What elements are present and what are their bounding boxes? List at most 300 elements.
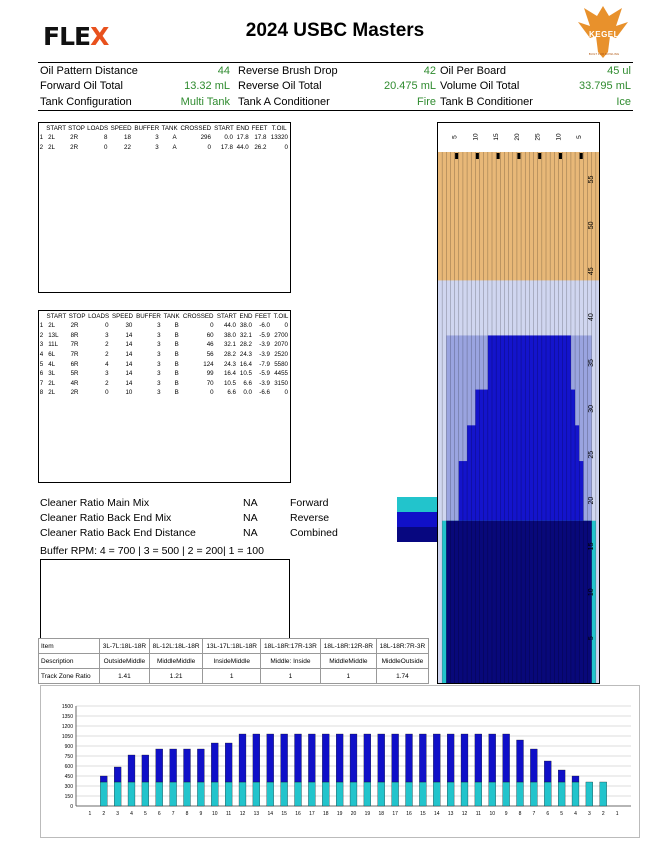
table-cell: 5580	[274, 360, 288, 368]
distance-label: 50	[588, 221, 595, 230]
summary-value: Fire	[417, 95, 436, 108]
table-row	[39, 379, 290, 389]
forward-bar	[558, 782, 565, 806]
reverse-bar	[156, 749, 163, 782]
table-cell: 99	[206, 370, 214, 378]
forward-bar	[530, 782, 537, 806]
summary-label: Reverse Brush Drop	[238, 64, 338, 77]
summary-label: Tank A Conditioner	[238, 95, 330, 108]
table-cell: 3	[105, 370, 109, 378]
ratio-cell: 1.41	[100, 669, 150, 684]
table-cell: 2700	[274, 331, 288, 339]
table-cell: 0.0	[224, 134, 233, 142]
distance-label: 15	[588, 542, 595, 551]
column-header: SPEED	[110, 125, 132, 132]
summary-cell	[236, 65, 438, 77]
forward-bar	[295, 782, 302, 806]
summary-value: 42	[423, 64, 436, 77]
table-cell: 26.2	[254, 143, 267, 151]
table-cell: 14	[125, 331, 133, 339]
table-cell: 17.8	[220, 143, 233, 151]
track-zone-ratio-table	[38, 638, 429, 684]
arrow-mark	[476, 153, 479, 159]
table-cell: -3.9	[259, 379, 270, 387]
table-cell: 28.2	[223, 351, 236, 359]
board-label: 10	[555, 133, 563, 141]
forward-bar	[433, 782, 440, 806]
table-cell: 0	[284, 322, 288, 330]
forward-bar	[156, 782, 163, 806]
table-cell: 3	[157, 322, 161, 330]
x-tick-label: 9	[504, 811, 508, 817]
x-tick-label: 3	[587, 811, 591, 817]
lane-oil-graph	[437, 122, 600, 684]
table-cell: -3.9	[259, 341, 270, 349]
ratio-cell: InsideMiddle	[203, 654, 261, 669]
reverse-bar	[267, 734, 274, 782]
column-header: T.OIL	[273, 313, 289, 320]
table-cell: 13L	[48, 331, 59, 339]
cleaner-label: Cleaner Ratio Back End Distance	[40, 527, 196, 539]
table-cell: 16.4	[223, 370, 236, 378]
table-cell: 4	[39, 351, 44, 359]
table-cell: 10.5	[239, 370, 252, 378]
arrow-mark	[497, 153, 500, 159]
table-cell: 8	[39, 389, 44, 397]
reverse-bar	[406, 734, 413, 782]
table-cell: A	[172, 143, 177, 151]
column-header: BUFFER	[136, 313, 161, 320]
table-cell: 3	[157, 331, 161, 339]
table-cell: 70	[206, 379, 214, 387]
table-cell: 7	[39, 379, 44, 387]
table-header-row	[39, 123, 290, 133]
x-tick-label: 16	[406, 811, 412, 817]
flex-logo-x: X	[90, 22, 109, 51]
y-tick-label: 1350	[61, 714, 73, 720]
summary-row	[38, 63, 633, 79]
x-tick-label: 15	[420, 811, 426, 817]
ratio-cell: Description	[39, 654, 100, 669]
x-tick-label: 17	[309, 811, 315, 817]
forward-bar	[142, 782, 149, 806]
table-cell: 2L	[48, 379, 56, 387]
forward-bar	[378, 782, 385, 806]
cleaner-label: Cleaner Ratio Main Mix	[40, 497, 150, 509]
table-cell: -5.9	[259, 370, 270, 378]
pattern-regions	[438, 280, 600, 684]
cleaner-row	[40, 512, 410, 527]
forward-bar	[114, 782, 121, 806]
table-cell: 6.6	[227, 389, 236, 397]
table-cell: 32.1	[239, 331, 252, 339]
cleaner-label: Cleaner Ratio Back End Mix	[40, 512, 172, 524]
distance-label: 30	[588, 404, 595, 413]
reverse-bar	[475, 734, 482, 782]
table-cell: 3	[157, 341, 161, 349]
table-cell: 8	[103, 134, 108, 142]
forward-bar	[517, 782, 524, 806]
table-cell: 0	[284, 143, 288, 151]
table-row	[39, 359, 290, 369]
reverse-bar	[489, 734, 496, 782]
x-tick-label: 11	[475, 811, 481, 817]
table-cell: 14	[125, 351, 133, 359]
y-tick-label: 300	[64, 784, 73, 790]
reverse-bar	[503, 734, 510, 782]
forward-bar	[128, 782, 135, 806]
flex-logo	[43, 22, 108, 51]
table-cell: 7R	[70, 341, 79, 349]
table-cell: B	[174, 370, 179, 378]
table-cell: 5R	[70, 370, 79, 378]
x-tick-label: 2	[601, 811, 605, 817]
x-tick-label: 12	[461, 811, 468, 817]
table-cell: 4L	[48, 360, 56, 368]
table-cell: 0.0	[243, 389, 252, 397]
forward-bar	[600, 782, 607, 806]
table-cell: 4R	[70, 379, 79, 387]
table-cell: 38.0	[223, 331, 236, 339]
summary-value: 45 ul	[607, 64, 631, 77]
arrow-mark	[559, 153, 562, 159]
x-tick-label: 3	[116, 811, 120, 817]
summary-cell	[438, 65, 633, 77]
x-tick-label: 7	[171, 811, 175, 817]
reverse-bar	[170, 749, 177, 782]
y-tick-label: 450	[64, 774, 73, 780]
table-cell: -6.0	[259, 322, 270, 330]
forward-bar	[572, 782, 579, 806]
reverse-bar	[419, 734, 426, 782]
ratio-cell: Track Zone Ratio	[39, 669, 100, 684]
table-cell: 14	[125, 379, 133, 387]
y-tick-label: 900	[64, 744, 73, 750]
table-cell: 11L	[48, 341, 59, 349]
column-header: TANK	[161, 125, 178, 132]
reverse-bar	[253, 734, 260, 782]
legend-label: Forward	[290, 497, 329, 509]
reverse-bar	[197, 749, 204, 782]
ratio-cell: MiddleOutside	[376, 654, 428, 669]
x-tick-label: 1	[88, 811, 92, 817]
reverse-bar	[308, 734, 315, 782]
table-cell: 0	[210, 322, 214, 330]
cleaner-ratio-section	[40, 497, 410, 542]
board-label: 5	[576, 135, 584, 139]
table-cell: 7R	[70, 351, 79, 359]
ratio-cell: 3L-7L:18L-18R	[100, 639, 150, 654]
cleaner-value: NA	[243, 497, 258, 509]
column-header: LOADS	[87, 125, 109, 132]
page-title: 2024 USBC Masters	[245, 20, 425, 41]
forward-bar	[364, 782, 371, 806]
table-cell: 14	[125, 360, 133, 368]
summary-label: Tank B Conditioner	[440, 95, 533, 108]
distance-label: 45	[588, 267, 595, 276]
table-cell: B	[174, 389, 179, 397]
table-cell: 3	[155, 143, 159, 151]
reverse-bar	[572, 776, 579, 782]
distance-label: 25	[588, 450, 595, 459]
reverse-bar	[350, 734, 357, 782]
x-tick-label: 19	[336, 811, 343, 817]
table-cell: 2L	[48, 322, 56, 330]
forward-bar	[281, 782, 288, 806]
reverse-bar	[281, 734, 288, 782]
x-tick-label: 19	[364, 811, 371, 817]
kegel-logo-text: KEGEL	[588, 30, 620, 39]
table-row	[39, 340, 290, 350]
forward-bar	[308, 782, 315, 806]
ratio-cell: Middle: Inside	[260, 654, 320, 669]
x-tick-label: 13	[253, 811, 260, 817]
reverse-bar	[517, 740, 524, 782]
table-cell: 2L	[48, 143, 55, 151]
board-label: 10	[472, 133, 480, 141]
flex-logo-text: FLE	[43, 22, 91, 51]
ratio-cell: 18L-18R:7R-3R	[376, 639, 428, 654]
table-cell: 3	[39, 341, 44, 349]
table-cell: 3	[157, 370, 161, 378]
column-header: START	[216, 313, 237, 320]
reverse-bar	[558, 770, 565, 782]
x-tick-label: 8	[518, 811, 522, 817]
table-cell: 0	[103, 143, 108, 151]
summary-label: Oil Per Board	[440, 64, 507, 77]
table-cell: 0	[210, 389, 214, 397]
reverse-bar	[239, 734, 246, 782]
table-cell: 44.0	[236, 143, 249, 151]
table-row	[39, 350, 290, 360]
buffer-rpm-text: Buffer RPM: 4 = 700 | 3 = 500 | 2 = 200| 1 = 100	[40, 545, 264, 557]
distance-label: 10	[588, 588, 595, 597]
table-cell: 124	[203, 360, 214, 368]
table-cell: 0	[105, 389, 109, 397]
x-tick-label: 20	[350, 811, 357, 817]
table-cell: 2520	[274, 351, 288, 359]
ratio-cell: OutsideMiddle	[100, 654, 150, 669]
cleaner-value: NA	[243, 512, 258, 524]
y-tick-label: 1200	[61, 724, 73, 730]
column-header: STOP	[68, 313, 86, 320]
reverse-bar	[142, 755, 149, 782]
forward-bar	[350, 782, 357, 806]
table-row	[39, 133, 290, 143]
column-header: LOADS	[88, 313, 110, 320]
summary-label: Tank Configuration	[40, 95, 132, 108]
forward-bar	[419, 782, 426, 806]
table-cell: 17.8	[254, 134, 267, 142]
tank-b-load-table	[38, 310, 291, 483]
table-cell: 2R	[70, 143, 79, 151]
table-cell: 14	[125, 341, 133, 349]
table-cell: 2R	[70, 389, 79, 397]
table-cell: 2	[105, 341, 109, 349]
table-cell: B	[174, 360, 179, 368]
x-tick-label: 15	[281, 811, 287, 817]
table-cell: 2	[39, 143, 44, 151]
reverse-bar	[461, 734, 468, 782]
table-cell: 3L	[48, 370, 56, 378]
arrow-mark	[517, 153, 520, 159]
table-row	[39, 321, 290, 331]
ratio-row	[39, 639, 429, 654]
ratio-cell: Item	[39, 639, 100, 654]
table-cell: 6R	[70, 360, 79, 368]
table-cell: B	[174, 322, 179, 330]
summary-label: Volume Oil Total	[440, 80, 520, 93]
table-row	[39, 143, 290, 153]
column-header: FEET	[255, 313, 271, 320]
table-cell: B	[174, 351, 179, 359]
ratio-cell: 8L-12L:18L-18R	[149, 639, 203, 654]
summary-label: Forward Oil Total	[40, 80, 123, 93]
table-cell: 4455	[274, 370, 288, 378]
ratio-cell: MiddleMiddle	[320, 654, 376, 669]
table-cell: 10.5	[223, 379, 236, 387]
summary-row	[38, 94, 633, 110]
summary-row	[38, 79, 633, 95]
table-cell: 16.4	[239, 360, 252, 368]
summary-value: 13.32 mL	[184, 80, 230, 93]
summary-cell	[38, 65, 232, 77]
column-header: END	[236, 125, 250, 132]
x-tick-label: 10	[489, 811, 496, 817]
table-row	[39, 369, 290, 379]
table-cell: 3150	[274, 379, 288, 387]
column-header: START	[46, 125, 66, 132]
x-tick-label: 4	[574, 811, 577, 817]
ratio-cell: 18L-18R:12R-8R	[320, 639, 376, 654]
kegel-tagline: BUILT FOR BOWLING	[588, 52, 620, 56]
x-tick-label: 11	[226, 811, 232, 817]
column-header: SPEED	[111, 313, 133, 320]
forward-bar	[544, 782, 551, 806]
reverse-bar	[184, 749, 191, 782]
legend-label: Reverse	[290, 512, 330, 524]
column-header: CROSSED	[180, 125, 212, 132]
distance-label: 5	[588, 636, 595, 641]
ratio-cell: 13L-17L:18L-18R	[203, 639, 261, 654]
pattern-summary	[38, 62, 633, 111]
reverse-bar	[530, 749, 537, 782]
y-tick-label: 600	[64, 764, 73, 770]
column-header: FEET	[251, 125, 268, 132]
ratio-cell: 1.74	[376, 669, 428, 684]
cleaner-value: NA	[243, 527, 258, 539]
column-header: BUFFER	[134, 125, 160, 132]
forward-bar	[503, 782, 510, 806]
x-tick-label: 8	[185, 811, 189, 817]
ratio-cell: 1.21	[149, 669, 203, 684]
forward-bar	[447, 782, 454, 806]
x-tick-label: 5	[560, 811, 564, 817]
y-tick-label: 1500	[61, 704, 73, 710]
table-cell: 3	[157, 389, 161, 397]
summary-cell	[38, 80, 232, 92]
reverse-bar	[295, 734, 302, 782]
table-cell: 0	[105, 322, 109, 330]
table-row	[39, 388, 290, 398]
summary-value: Ice	[616, 95, 631, 108]
table-cell: 296	[200, 134, 211, 142]
arrow-mark	[455, 153, 458, 159]
table-cell: 3	[155, 134, 159, 142]
x-tick-label: 5	[143, 811, 147, 817]
table-cell: 2	[105, 379, 109, 387]
table-cell: B	[174, 379, 179, 387]
forward-bar	[267, 782, 274, 806]
x-tick-label: 18	[322, 811, 329, 817]
forward-bar	[336, 782, 343, 806]
board-oil-bar-chart	[40, 685, 640, 838]
reverse-bar	[336, 734, 343, 782]
distance-label: 35	[588, 359, 595, 367]
board-labels	[452, 133, 584, 141]
board-label: 15	[493, 133, 501, 141]
table-cell: 1	[39, 134, 44, 142]
summary-cell	[236, 80, 438, 92]
forward-bar	[461, 782, 468, 806]
arrow-mark	[538, 153, 541, 159]
forward-bar	[489, 782, 496, 806]
region-dark	[446, 521, 591, 684]
ratio-cell: 1	[320, 669, 376, 684]
table-cell: 24.3	[239, 351, 252, 359]
ratio-row	[39, 669, 429, 684]
forward-bar	[392, 782, 399, 806]
table-cell: 2L	[48, 134, 55, 142]
table-cell: -6.6	[259, 389, 270, 397]
reverse-bar	[364, 734, 371, 782]
forward-bar	[225, 782, 232, 806]
table-cell: 5	[39, 360, 44, 368]
column-header: TANK	[163, 313, 180, 320]
table-cell: 2L	[48, 389, 56, 397]
summary-value: Multi Tank	[180, 95, 230, 108]
x-tick-label: 6	[546, 811, 550, 817]
reverse-bar	[447, 734, 454, 782]
table-cell: 22	[124, 143, 131, 151]
table-cell: 14	[125, 370, 133, 378]
x-tick-label: 4	[130, 811, 133, 817]
y-tick-label: 0	[70, 804, 73, 810]
forward-bar	[197, 782, 204, 806]
tank-a-load-table	[38, 122, 291, 293]
table-cell: 1	[39, 322, 44, 330]
column-header: START	[46, 313, 67, 320]
x-tick-label: 12	[239, 811, 246, 817]
ratio-cell: 1	[260, 669, 320, 684]
x-tick-label: 13	[447, 811, 454, 817]
x-tick-label: 1	[615, 811, 619, 817]
forward-bar	[586, 782, 593, 806]
x-tick-label: 14	[433, 811, 440, 817]
distance-label: 55	[588, 175, 595, 184]
table-cell: 8R	[70, 331, 79, 339]
distance-label: 40	[588, 313, 595, 322]
forward-bar	[322, 782, 329, 806]
table-cell: A	[172, 134, 177, 142]
x-tick-label: 6	[157, 811, 161, 817]
x-tick-label: 2	[102, 811, 106, 817]
table-cell: 3	[157, 360, 161, 368]
x-tick-label: 17	[392, 811, 398, 817]
x-tick-label: 16	[295, 811, 301, 817]
board-label: 25	[534, 133, 542, 141]
reverse-bar	[100, 776, 107, 782]
